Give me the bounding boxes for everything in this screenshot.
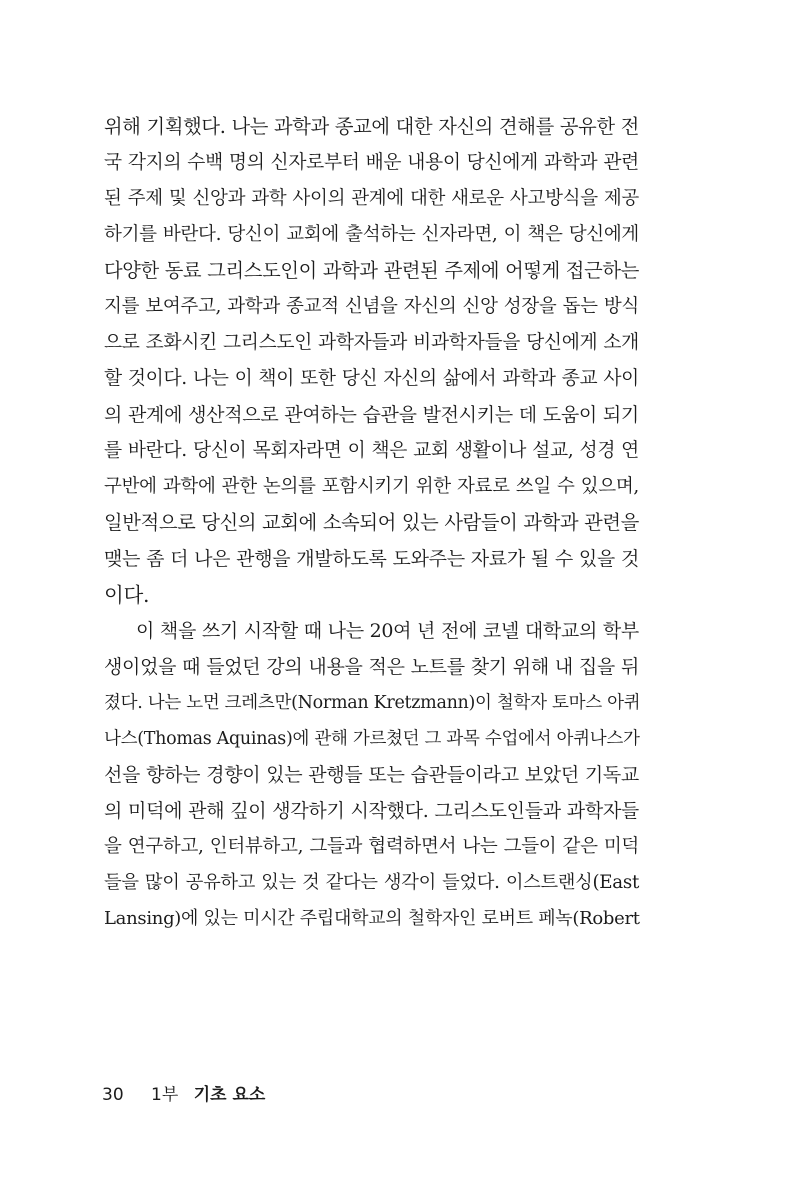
text-line: 선을 향하는 경향이 있는 관행들 또는 습관들이라고 보았던 기독교 [104, 764, 639, 786]
text-line: 의 미덕에 관해 깊이 생각하기 시작했다. 그리스도인들과 과학자들 [104, 800, 639, 822]
text-line: 으로 조화시킨 그리스도인 과학자들과 비과학자들을 당신에게 소개 [104, 332, 639, 353]
text-line: 지를 보여주고, 과학과 종교적 신념을 자신의 신앙 성장을 돕는 방식 [104, 296, 639, 317]
paragraph-first-line: 이 책을 쓰기 시작할 때 나는 20여 년 전에 코넬 대학교의 학부 [136, 620, 639, 642]
text-line: 국 각지의 수백 명의 신자로부터 배운 내용이 당신에게 과학과 관련 [104, 152, 639, 173]
text-line: 구반에 과학에 관한 논의를 포함시키기 위한 자료로 쓰일 수 있으며, [104, 476, 639, 497]
text-line: 위해 기획했다. 나는 과학과 종교에 대한 자신의 견해를 공유한 전 [104, 115, 639, 138]
text-line: 를 바란다. 당신이 목회자라면 이 책은 교회 생활이나 설교, 성경 연 [104, 440, 639, 461]
text-line: 다양한 동료 그리스도인이 과학과 관련된 주제에 어떻게 접근하는 [104, 259, 639, 282]
text-line: Lansing)에 있는 미시간 주립대학교의 철학자인 로버트 페녹(Robert [104, 908, 640, 929]
part-number: 1부 [151, 1085, 179, 1105]
text-line: 들을 많이 공유하고 있는 것 같다는 생각이 들었다. 이스트랜싱(East [104, 872, 639, 893]
text-line: 의 관계에 생산적으로 관여하는 습관을 발전시키는 데 도움이 되기 [104, 404, 639, 426]
text-line: 할 것이다. 나는 이 책이 또한 당신 자신의 삶에서 과학과 종교 사이 [104, 368, 639, 389]
page-footer [102, 1084, 265, 1106]
text-line: 생이었을 때 들었던 강의 내용을 적은 노트를 찾기 위해 내 집을 뒤 [104, 656, 639, 678]
text-line: 된 주제 및 신앙과 과학 사이의 관계에 대한 새로운 사고방식을 제공 [104, 188, 639, 209]
page-number: 30 [102, 1085, 124, 1105]
text-line: 맺는 좀 더 나은 관행을 개발하도록 도와주는 자료가 될 수 있을 것 [104, 548, 639, 570]
text-line: 일반적으로 당신의 교회에 소속되어 있는 사람들이 과학과 관련을 [104, 511, 639, 534]
text-line: 나스(Thomas Aquinas)에 관해 가르쳤던 그 과목 수업에서 아퀴나스가 [104, 729, 640, 749]
text-line: 이다. [104, 583, 150, 607]
text-line: 을 연구하고, 인터뷰하고, 그들과 협력하면서 나는 그들이 같은 미덕 [104, 836, 639, 857]
part-title: 기초 요소 [193, 1085, 266, 1105]
text-line: 하기를 바란다. 당신이 교회에 출석하는 신자라면, 이 책은 당신에게 [104, 224, 639, 245]
text-line: 졌다. 나는 노먼 크레츠만(Norman Kretzmann)이 철학자 토마스 아퀴 [104, 693, 641, 713]
